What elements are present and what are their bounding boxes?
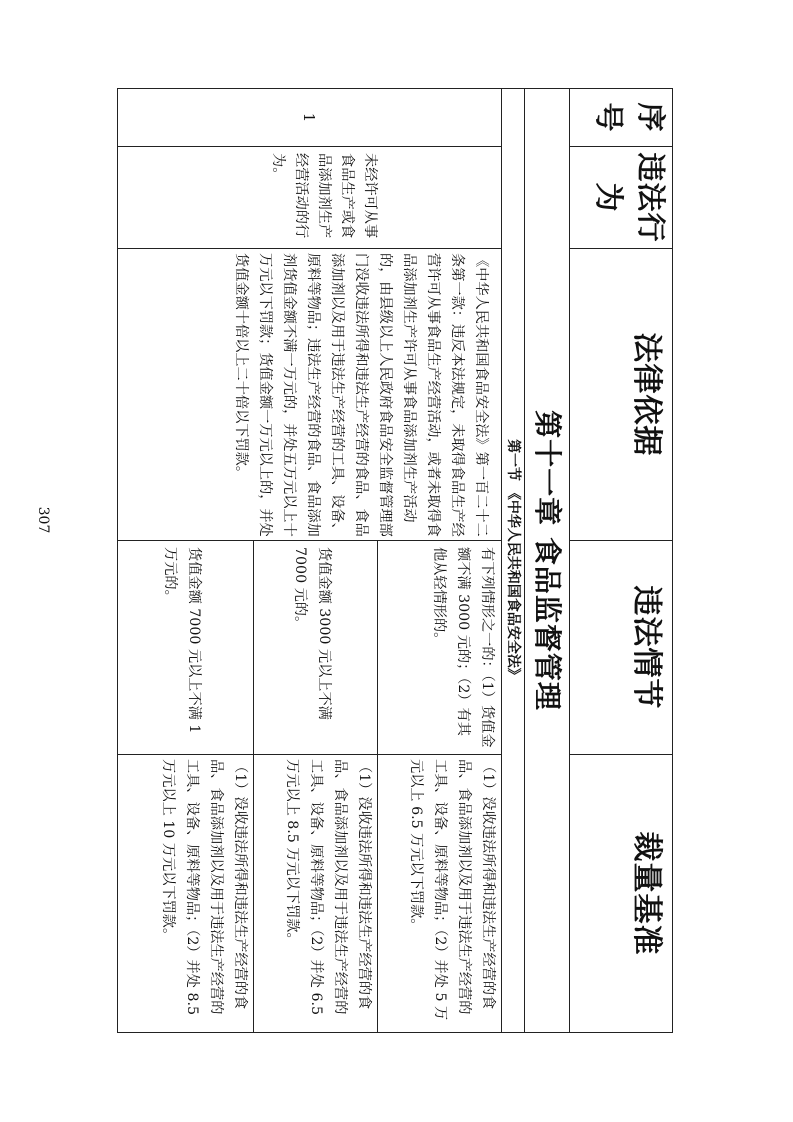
header-seq: 序号 — [570, 89, 673, 147]
row-behavior: 未经许可从事食品生产或食品添加剂生产经营活动的行为。 — [118, 147, 502, 249]
table-row — [378, 89, 502, 1033]
row-legal-basis: 《中华人民共和国食品安全法》第一百二十二条第一款：违反本法规定，未取得食品生产经营许可从事食品生产经营活动，或者未取得食品添加剂生产许可从事食品添加剂生产活动的，由县级以上人民政府食品安全监督管理部门没收违法所得和违法生产经营的食品、食品添加剂以及用于违法生产经营的工具、设备、原料等物品；违法生产经营的食品、食品添加剂货值金额不满一万元的，并处五万元以上十万元以下罚款；货值金额一万元以上的，并处货值金额十倍以上二十倍以下罚款。 — [118, 249, 502, 541]
header-legal-basis: 法律依据 — [570, 249, 673, 541]
grade-3-circumstance: 货值金额 7000 元以上不满 1 万元的。 — [118, 541, 254, 755]
header-circumstance: 违法情节 — [570, 541, 673, 755]
grade-3-standard: （1）没收违法所得和违法生产经营的食品、食品添加剂以及用于违法生产经营的工具、设备、原料等物品；（2）并处 8.5 万元以上 10 万元以下罚款。 — [118, 755, 254, 1033]
page-number: 307 — [35, 506, 51, 534]
section-row — [502, 89, 525, 1033]
section-title: 第一节 《中华人民共和国食品安全法》 — [502, 89, 525, 1033]
header-row — [570, 89, 673, 1033]
penalty-discretion-table — [117, 88, 673, 1033]
grade-1-standard: （1）没收违法所得和违法生产经营的食品、食品添加剂以及用于违法生产经营的工具、设备、原料等物品；（2）并处 5 万元以上 6.5 万元以下罚款。 — [378, 755, 502, 1033]
row-seq: 1 — [118, 89, 502, 147]
grade-2-circumstance: 货值金额 3000 元以上不满 7000 元的。 — [254, 541, 378, 755]
chapter-title: 第十一章 食品监督管理 — [525, 89, 570, 1033]
grade-1-circumstance: 有下列情形之一的：（1）货值金额不满 3000 元的；（2）有其他从轻情形的。 — [378, 541, 502, 755]
chapter-row — [525, 89, 570, 1033]
header-behavior: 违法行为 — [570, 147, 673, 249]
header-standard: 裁量基准 — [570, 755, 673, 1033]
grade-2-standard: （1）没收违法所得和违法生产经营的食品、食品添加剂以及用于违法生产经营的工具、设备、原料等物品；（2）并处 6.5 万元以上 8.5 万元以下罚款。 — [254, 755, 378, 1033]
